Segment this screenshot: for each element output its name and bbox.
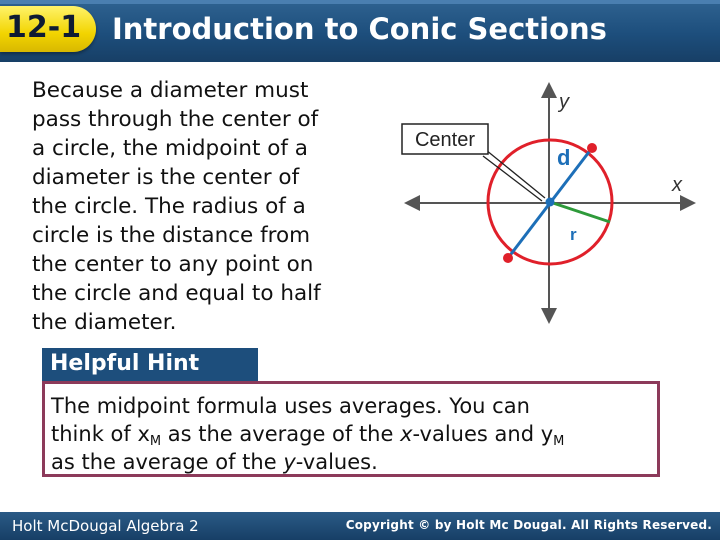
center-point <box>546 198 555 207</box>
hint-text-run: as the average of the <box>161 422 401 446</box>
hint-text-run: think of x <box>51 422 150 446</box>
y-axis-label: y <box>559 91 569 113</box>
footer-book-title: Holt McDougal Algebra 2 <box>12 517 199 535</box>
hint-text-run: as the average of the <box>51 450 284 474</box>
diameter-endpoint <box>503 253 513 263</box>
explanation-line: the center to any point on <box>32 252 314 277</box>
hint-line-text: The midpoint formula uses averages. You can <box>51 394 530 418</box>
hint-line <box>51 420 564 448</box>
explanation-line: circle is the distance from <box>32 223 311 248</box>
explanation-line: the circle. The radius of a <box>32 194 306 219</box>
center-label: Center <box>414 129 476 151</box>
header-top-line <box>0 0 720 4</box>
helpful-hint-heading: Helpful Hint <box>50 351 200 376</box>
lesson-number: 12-1 <box>6 10 82 45</box>
subscript: M <box>149 434 162 449</box>
explanation-line: Because a diameter must <box>32 78 309 103</box>
radius-label: r <box>570 225 577 244</box>
explanation-line: a circle, the midpoint of a <box>32 136 308 161</box>
diameter-label: d <box>557 145 571 170</box>
hint-variable: y <box>283 450 296 474</box>
hint-text-run: -values. <box>295 450 378 474</box>
hint-variable: x <box>400 422 413 446</box>
diameter-endpoint <box>587 143 597 153</box>
slide-footer <box>0 512 720 540</box>
explanation-line: the diameter. <box>32 310 177 335</box>
circle-diagram <box>395 82 700 327</box>
radius-segment <box>550 202 610 222</box>
hint-text-run: -values and y <box>412 422 554 446</box>
slide-title: Introduction to Conic Sections <box>112 12 607 46</box>
explanation-line: pass through the center of <box>32 107 319 132</box>
explanation-text <box>32 76 392 337</box>
explanation-line: the circle and equal to half <box>32 281 321 306</box>
x-axis-label: x <box>672 174 682 196</box>
helpful-hint-tab <box>42 348 258 382</box>
helpful-hint-box <box>42 381 660 477</box>
hint-line <box>51 448 564 476</box>
lesson-number-badge <box>0 6 96 52</box>
helpful-hint-text <box>51 392 564 476</box>
footer-copyright: Copyright © by Holt Mc Dougal. All Rights Reserved. <box>345 518 712 532</box>
slide-header <box>0 0 720 62</box>
hint-line <box>51 392 564 420</box>
explanation-line: diameter is the center of <box>32 165 300 190</box>
subscript: M <box>553 434 565 449</box>
